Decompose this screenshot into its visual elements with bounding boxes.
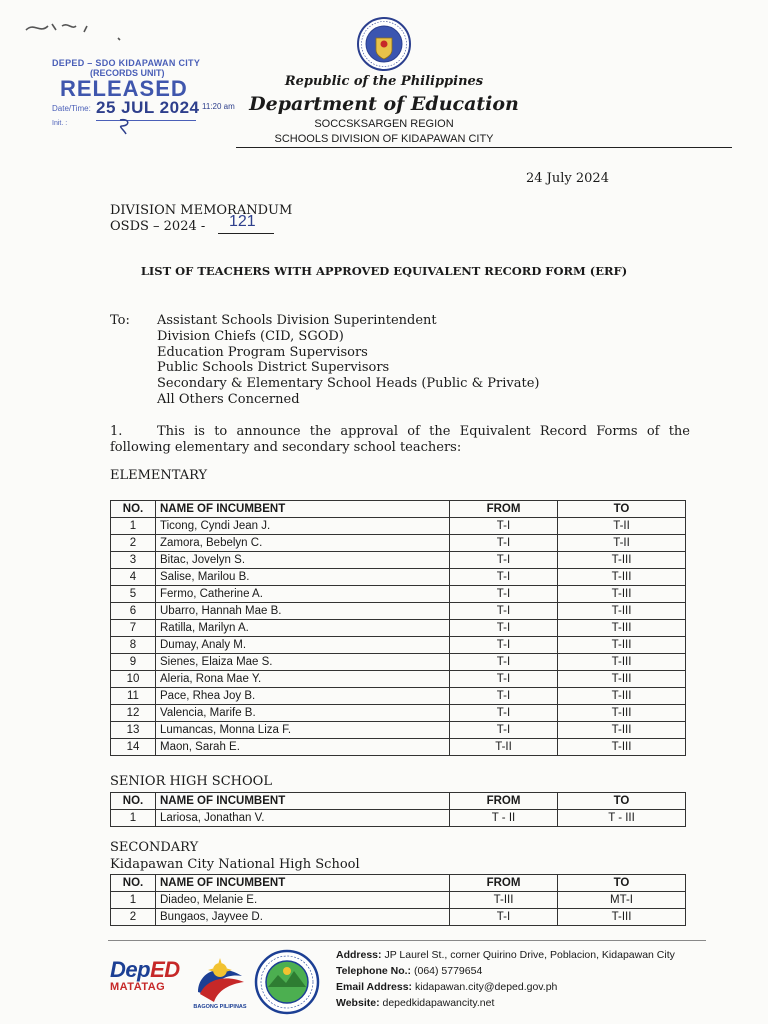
- website-line: [336, 995, 675, 1011]
- memo-number-prefix: OSDS – 2024 -: [110, 219, 206, 234]
- phone-value: (064) 5779654: [413, 965, 483, 977]
- table-row: [111, 603, 686, 620]
- to-position: T-II: [558, 535, 686, 552]
- recipient-item: Division Chiefs (CID, SGOD): [157, 328, 344, 344]
- from-position: T-I: [450, 552, 558, 569]
- secondary-rows: [111, 892, 686, 926]
- table-row: [111, 810, 686, 827]
- memo-number-line: [218, 233, 274, 234]
- elementary-rows: [111, 518, 686, 756]
- col-to: TO: [558, 875, 686, 892]
- table-row: [111, 722, 686, 739]
- row-number: 9: [111, 654, 156, 671]
- recipient-item: All Others Concerned: [157, 391, 300, 407]
- table-header-row: [111, 793, 686, 810]
- row-number: 10: [111, 671, 156, 688]
- incumbent-name: Bungaos, Jayvee D.: [156, 909, 450, 926]
- row-number: 14: [111, 739, 156, 756]
- from-position: T-I: [450, 654, 558, 671]
- address-line: [336, 947, 675, 963]
- row-number: 12: [111, 705, 156, 722]
- row-number: 3: [111, 552, 156, 569]
- recipient-item: Education Program Supervisors: [157, 344, 368, 360]
- col-name: NAME OF INCUMBENT: [156, 793, 450, 810]
- to-position: T-III: [558, 739, 686, 756]
- incumbent-name: Ubarro, Hannah Mae B.: [156, 603, 450, 620]
- stamp-initial-label: Init. :: [52, 120, 68, 127]
- to-position: T-II: [558, 518, 686, 535]
- incumbent-name: Zamora, Bebelyn C.: [156, 535, 450, 552]
- website-label: Website:: [336, 997, 380, 1009]
- incumbent-name: Dumay, Analy M.: [156, 637, 450, 654]
- table-row: [111, 739, 686, 756]
- handwritten-mark-icon: [22, 12, 132, 42]
- from-position: T-I: [450, 603, 558, 620]
- address-value: JP Laurel St., corner Quirino Drive, Poblacion, Kidapawan City: [384, 949, 675, 961]
- senior-high-table: [110, 792, 686, 827]
- table-row: [111, 586, 686, 603]
- secondary-table: [110, 874, 686, 926]
- to-position: T-III: [558, 671, 686, 688]
- matatag-logo-text: MATATAG: [110, 981, 166, 993]
- republic-heading: Republic of the Philippines: [284, 74, 484, 89]
- col-name: NAME OF INCUMBENT: [156, 875, 450, 892]
- stamp-unit: (RECORDS UNIT): [90, 68, 165, 78]
- from-position: T-I: [450, 671, 558, 688]
- email-value: kidapawan.city@deped.gov.ph: [414, 981, 558, 993]
- to-position: T-III: [558, 620, 686, 637]
- row-number: 6: [111, 603, 156, 620]
- senior-high-rows: [111, 810, 686, 827]
- address-label: Address:: [336, 949, 382, 961]
- incumbent-name: Pace, Rhea Joy B.: [156, 688, 450, 705]
- bagong-pilipinas-text: BAGONG PILIPINAS: [193, 1004, 247, 1010]
- to-position: T-III: [558, 586, 686, 603]
- to-position: T-III: [558, 552, 686, 569]
- from-position: T-I: [450, 535, 558, 552]
- table-row: [111, 518, 686, 535]
- to-position: T-III: [558, 705, 686, 722]
- row-number: 1: [111, 518, 156, 535]
- to-position: T-III: [558, 603, 686, 620]
- row-number: 8: [111, 637, 156, 654]
- row-number: 2: [111, 909, 156, 926]
- row-number: 5: [111, 586, 156, 603]
- row-number: 7: [111, 620, 156, 637]
- recipient-item: Assistant Schools Division Superintendent: [157, 313, 437, 328]
- deped-logo-ed: ED: [150, 957, 180, 982]
- to-position: T-III: [558, 909, 686, 926]
- from-position: T-I: [450, 586, 558, 603]
- incumbent-name: Diadeo, Melanie E.: [156, 892, 450, 909]
- to-position: MT-I: [558, 892, 686, 909]
- incumbent-name: Fermo, Catherine A.: [156, 586, 450, 603]
- to-position: T - III: [558, 810, 686, 827]
- incumbent-name: Lumancas, Monna Liza F.: [156, 722, 450, 739]
- col-no: NO.: [111, 793, 156, 810]
- email-label: Email Address:: [336, 981, 413, 993]
- from-position: T - II: [450, 810, 558, 827]
- to-position: T-III: [558, 688, 686, 705]
- table-row: [111, 705, 686, 722]
- stamp-office: DEPED – SDO KIDAPAWAN CITY: [52, 58, 201, 68]
- to-label: To:: [110, 313, 130, 328]
- row-number: 4: [111, 569, 156, 586]
- table-row: [111, 569, 686, 586]
- elementary-heading: ELEMENTARY: [110, 468, 208, 483]
- secondary-heading: SECONDARY: [110, 840, 199, 855]
- paragraph-text: This is to announce the approval of the Equivalent Record Forms of the following elementary and secondary school teachers:: [110, 424, 690, 455]
- website-value: depedkidapawancity.net: [382, 997, 495, 1009]
- paragraph-number: 1.: [110, 424, 123, 439]
- email-line: [336, 979, 675, 995]
- deped-logo-dep: Dep: [110, 957, 151, 982]
- memo-number: 121: [229, 213, 256, 230]
- incumbent-name: Aleria, Rona Mae Y.: [156, 671, 450, 688]
- col-name: NAME OF INCUMBENT: [156, 501, 450, 518]
- memo-subject: LIST OF TEACHERS WITH APPROVED EQUIVALENT RECORD FORM (ERF): [140, 264, 628, 278]
- to-position: T-III: [558, 637, 686, 654]
- contact-block: [336, 947, 675, 1011]
- col-no: NO.: [111, 501, 156, 518]
- bagong-pilipinas-logo-icon: [190, 952, 250, 1008]
- footer-divider: [108, 940, 706, 941]
- from-position: T-I: [450, 518, 558, 535]
- col-from: FROM: [450, 501, 558, 518]
- from-position: T-I: [450, 722, 558, 739]
- table-row: [111, 620, 686, 637]
- to-position: T-III: [558, 722, 686, 739]
- incumbent-name: Sienes, Elaiza Mae S.: [156, 654, 450, 671]
- from-position: T-III: [450, 892, 558, 909]
- announcement-paragraph: [110, 424, 690, 456]
- recipient-item: Public Schools District Supervisors: [157, 360, 390, 376]
- col-to: TO: [558, 501, 686, 518]
- col-from: FROM: [450, 875, 558, 892]
- stamp-date: 25 JUL 2024: [96, 98, 200, 117]
- col-from: FROM: [450, 793, 558, 810]
- table-row: [111, 552, 686, 569]
- phone-label: Telephone No.:: [336, 965, 412, 977]
- memo-date: 24 July 2024: [526, 171, 609, 186]
- table-row: [111, 688, 686, 705]
- to-position: T-III: [558, 654, 686, 671]
- table-header-row: [111, 501, 686, 518]
- table-row: [111, 637, 686, 654]
- secondary-school-name: Kidapawan City National High School: [110, 857, 360, 872]
- deped-matatag-logo: [110, 957, 180, 993]
- department-heading: Department of Education: [249, 93, 519, 115]
- stamp-date-label: Date/Time:: [52, 104, 91, 113]
- from-position: T-I: [450, 637, 558, 654]
- from-position: T-I: [450, 688, 558, 705]
- table-row: [111, 909, 686, 926]
- row-number: 13: [111, 722, 156, 739]
- table-row: [111, 671, 686, 688]
- phone-line: [336, 963, 675, 979]
- incumbent-name: Bitac, Jovelyn S.: [156, 552, 450, 569]
- from-position: T-I: [450, 909, 558, 926]
- incumbent-name: Lariosa, Jonathan V.: [156, 810, 450, 827]
- incumbent-name: Maon, Sarah E.: [156, 739, 450, 756]
- row-number: 1: [111, 810, 156, 827]
- to-position: T-III: [558, 569, 686, 586]
- row-number: 1: [111, 892, 156, 909]
- table-header-row: [111, 875, 686, 892]
- incumbent-name: Ratilla, Marilyn A.: [156, 620, 450, 637]
- recipient-item: Secondary & Elementary School Heads (Public & Private): [157, 376, 540, 392]
- table-row: [111, 892, 686, 909]
- from-position: T-II: [450, 739, 558, 756]
- sdo-kidapawan-seal-icon: [254, 949, 320, 1015]
- incumbent-name: Valencia, Marife B.: [156, 705, 450, 722]
- col-no: NO.: [111, 875, 156, 892]
- col-to: TO: [558, 793, 686, 810]
- row-number: 2: [111, 535, 156, 552]
- from-position: T-I: [450, 569, 558, 586]
- from-position: T-I: [450, 620, 558, 637]
- incumbent-name: Ticong, Cyndi Jean J.: [156, 518, 450, 535]
- senior-high-heading: SENIOR HIGH SCHOOL: [110, 774, 272, 789]
- elementary-table: [110, 500, 686, 756]
- memo-type: DIVISION MEMORANDUM: [110, 203, 293, 218]
- row-number: 11: [111, 688, 156, 705]
- stamp-time: 11:20 am: [202, 102, 235, 111]
- from-position: T-I: [450, 705, 558, 722]
- table-row: [111, 535, 686, 552]
- deped-seal-icon: [356, 16, 412, 72]
- header-divider: [236, 147, 732, 148]
- division-heading: SCHOOLS DIVISION OF KIDAPAWAN CITY: [274, 133, 494, 145]
- table-row: [111, 654, 686, 671]
- region-heading: SOCCSKSARGEN REGION: [314, 118, 454, 130]
- stamp-status: RELEASED: [60, 76, 188, 101]
- recipient-list: [157, 313, 540, 408]
- incumbent-name: Salise, Marilou B.: [156, 569, 450, 586]
